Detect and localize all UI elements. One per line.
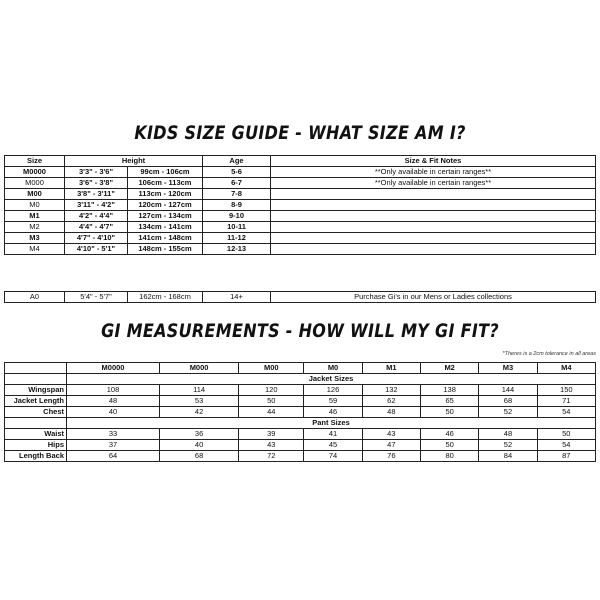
measurement-value: 150	[537, 385, 595, 396]
size-cell: M1	[5, 211, 65, 222]
measurement-value: 68	[479, 396, 537, 407]
measurement-row	[5, 451, 596, 462]
measurement-row	[5, 396, 596, 407]
measurement-value: 33	[67, 429, 160, 440]
gi-size-header: M3	[479, 363, 537, 374]
measurement-value: 59	[304, 396, 362, 407]
measurement-value: 65	[421, 396, 479, 407]
measurement-row	[5, 440, 596, 451]
header-notes: Size & Fit Notes	[271, 156, 596, 167]
jacket-sizes-header-label: Jacket Sizes	[67, 374, 596, 385]
height-ft-cell: 4'4" - 4'7"	[65, 222, 128, 233]
measurement-value: 46	[421, 429, 479, 440]
height-ft-cell: 3'6" - 3'8"	[65, 178, 128, 189]
measurement-value: 108	[67, 385, 160, 396]
measurement-value: 138	[421, 385, 479, 396]
kids-row	[5, 222, 596, 233]
measurement-value: 68	[160, 451, 239, 462]
note-cell: Purchase Gi's in our Mens or Ladies collections	[271, 292, 596, 303]
age-cell: 7-8	[203, 189, 271, 200]
measurement-value: 42	[160, 407, 239, 418]
measurement-value: 54	[537, 440, 595, 451]
height-ft-cell: 3'3" - 3'6"	[65, 167, 128, 178]
kids-row	[5, 178, 596, 189]
size-cell: M00	[5, 189, 65, 200]
height-cm-cell: 148cm - 155cm	[128, 244, 203, 255]
measurement-label: Wingspan	[5, 385, 67, 396]
tolerance-note: *Theres is a 2cm tolerance in all areas	[502, 351, 596, 357]
adult-row	[5, 292, 596, 303]
size-cell: M000	[5, 178, 65, 189]
kids-size-guide-title: KIDS SIZE GUIDE - WHAT SIZE AM I?	[134, 121, 466, 144]
kids-header-row	[5, 156, 596, 167]
measurement-label: Waist	[5, 429, 67, 440]
header-age: Age	[203, 156, 271, 167]
measurement-value: 144	[479, 385, 537, 396]
height-cm-cell: 106cm - 113cm	[128, 178, 203, 189]
measurement-value: 120	[239, 385, 304, 396]
empty-corner-cell	[5, 363, 67, 374]
measurement-value: 43	[239, 440, 304, 451]
measurement-value: 46	[304, 407, 362, 418]
height-ft-cell: 4'10" - 5'1"	[65, 244, 128, 255]
height-ft-cell: 4'2" - 4'4"	[65, 211, 128, 222]
measurement-value: 53	[160, 396, 239, 407]
gi-size-header: M4	[537, 363, 595, 374]
empty-cell	[5, 418, 67, 429]
height-cm-cell: 99cm - 106cm	[128, 167, 203, 178]
height-ft-cell: 3'8" - 3'11"	[65, 189, 128, 200]
measurement-value: 132	[362, 385, 420, 396]
age-cell: 6-7	[203, 178, 271, 189]
gi-measurements-table	[4, 362, 596, 462]
size-cell: A0	[5, 292, 65, 303]
height-cm-cell: 141cm - 148cm	[128, 233, 203, 244]
measurement-value: 40	[67, 407, 160, 418]
kids-size-table	[4, 155, 596, 255]
height-ft-cell: 5'4" - 5'7"	[65, 292, 128, 303]
note-cell	[271, 233, 596, 244]
measurement-value: 54	[537, 407, 595, 418]
gi-size-header: M2	[421, 363, 479, 374]
size-cell: M4	[5, 244, 65, 255]
size-cell: M3	[5, 233, 65, 244]
pant-sizes-header-label: Pant Sizes	[67, 418, 596, 429]
measurement-label: Jacket Length	[5, 396, 67, 407]
measurement-value: 50	[421, 440, 479, 451]
measurement-value: 48	[479, 429, 537, 440]
measurement-value: 50	[537, 429, 595, 440]
age-cell: 11-12	[203, 233, 271, 244]
measurement-value: 41	[304, 429, 362, 440]
gi-size-header-row	[5, 363, 596, 374]
age-cell: 14+	[203, 292, 271, 303]
measurement-row	[5, 385, 596, 396]
gi-size-header: M00	[239, 363, 304, 374]
note-cell	[271, 244, 596, 255]
measurement-value: 76	[362, 451, 420, 462]
height-cm-cell: 162cm - 168cm	[128, 292, 203, 303]
measurement-value: 50	[239, 396, 304, 407]
height-cm-cell: 120cm - 127cm	[128, 200, 203, 211]
gi-size-header: M0	[304, 363, 362, 374]
note-cell	[271, 211, 596, 222]
note-cell	[271, 189, 596, 200]
measurement-value: 64	[67, 451, 160, 462]
height-cm-cell: 127cm - 134cm	[128, 211, 203, 222]
kids-row	[5, 200, 596, 211]
measurement-value: 74	[304, 451, 362, 462]
measurement-value: 114	[160, 385, 239, 396]
measurement-value: 40	[160, 440, 239, 451]
empty-cell	[5, 374, 67, 385]
adult-size-table	[4, 291, 596, 303]
kids-row	[5, 189, 596, 200]
size-cell: M0000	[5, 167, 65, 178]
age-cell: 8-9	[203, 200, 271, 211]
measurement-row	[5, 407, 596, 418]
age-cell: 9-10	[203, 211, 271, 222]
measurement-value: 52	[479, 440, 537, 451]
size-cell: M2	[5, 222, 65, 233]
note-cell	[271, 200, 596, 211]
kids-row	[5, 167, 596, 178]
measurement-value: 39	[239, 429, 304, 440]
age-cell: 10-11	[203, 222, 271, 233]
measurement-value: 37	[67, 440, 160, 451]
measurement-label: Chest	[5, 407, 67, 418]
measurement-value: 48	[67, 396, 160, 407]
measurement-label: Hips	[5, 440, 67, 451]
kids-row	[5, 211, 596, 222]
size-cell: M0	[5, 200, 65, 211]
height-ft-cell: 4'7" - 4'10"	[65, 233, 128, 244]
measurement-value: 48	[362, 407, 420, 418]
jacket-sizes-header	[5, 374, 596, 385]
measurement-value: 36	[160, 429, 239, 440]
note-cell	[271, 222, 596, 233]
pant-sizes-header	[5, 418, 596, 429]
kids-row	[5, 233, 596, 244]
measurement-value: 87	[537, 451, 595, 462]
gi-size-header: M000	[160, 363, 239, 374]
measurement-value: 50	[421, 407, 479, 418]
height-cm-cell: 134cm - 141cm	[128, 222, 203, 233]
note-cell: **Only available in certain ranges**	[271, 167, 596, 178]
measurement-value: 72	[239, 451, 304, 462]
gi-measurements-title: GI MEASUREMENTS - HOW WILL MY GI FIT?	[101, 319, 499, 342]
measurement-value: 126	[304, 385, 362, 396]
header-height: Height	[65, 156, 203, 167]
measurement-value: 84	[479, 451, 537, 462]
height-cm-cell: 113cm - 120cm	[128, 189, 203, 200]
gi-size-header: M0000	[67, 363, 160, 374]
note-cell: **Only available in certain ranges**	[271, 178, 596, 189]
header-size: Size	[5, 156, 65, 167]
measurement-label: Length Back	[5, 451, 67, 462]
kids-row	[5, 244, 596, 255]
measurement-value: 45	[304, 440, 362, 451]
measurement-value: 47	[362, 440, 420, 451]
gi-size-header: M1	[362, 363, 420, 374]
measurement-value: 62	[362, 396, 420, 407]
measurement-value: 44	[239, 407, 304, 418]
height-ft-cell: 3'11" - 4'2"	[65, 200, 128, 211]
measurement-value: 80	[421, 451, 479, 462]
measurement-value: 71	[537, 396, 595, 407]
measurement-value: 52	[479, 407, 537, 418]
measurement-value: 43	[362, 429, 420, 440]
age-cell: 5-6	[203, 167, 271, 178]
age-cell: 12-13	[203, 244, 271, 255]
measurement-row	[5, 429, 596, 440]
